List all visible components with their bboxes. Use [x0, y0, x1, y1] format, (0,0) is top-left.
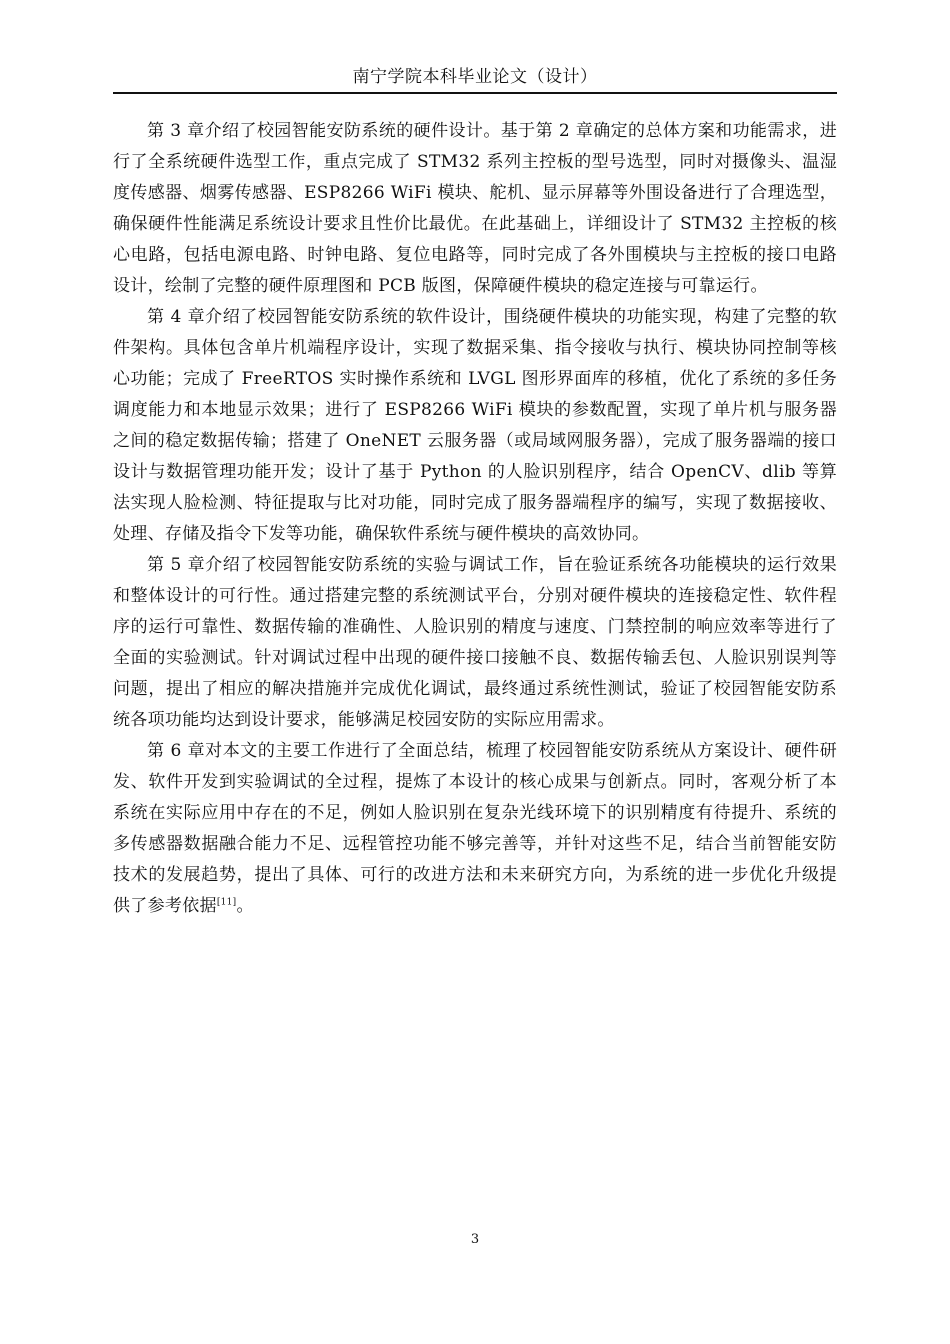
paragraph-chapter-5: 第 5 章介绍了校园智能安防系统的实验与调试工作，旨在验证系统各功能模块的运行效果和整体设计的可行性。通过搭建完整的系统测试平台，分别对硬件模块的连接稳定性、软件程序的运行可靠性、数据传输的准确性、人脸识别的精度与速度、门禁控制的响应效率等进行了全面的实验测试。针对调试过程中出现的硬件接口接触不良、数据传输丢包、人脸识别误判等问题，提出了相应的解决措施并完成优化调试，最终通过系统性测试，验证了校园智能安防系统各项功能均达到设计要求，能够满足校园安防的实际应用需求。: [113, 555, 837, 730]
paragraph-chapter-4: 第 4 章介绍了校园智能安防系统的软件设计，围绕硬件模块的功能实现，构建了完整的软件架构。具体包含单片机端程序设计，实现了数据采集、指令接收与执行、模块协同控制等核心功能；完成了 FreeRTOS 实时操作系统和 LVGL 图形界面库的移植，优化了系统的多任务调度能力和本地显示效果；进行了 ESP8266 WiFi 模块的参数配置，实现了单片机与服务器之间的稳定数据传输；搭建了 OneNET 云服务器（或局域网服务器），完成了服务器端的接口设计与数据管理功能开发；设计了基于 Python 的人脸识别程序，结合 OpenCV、dlib 等算法实现人脸检测、特征提取与比对功能，同时完成了服务器端程序的编写，实现了数据接收、处理、存储及指令下发等功能，确保软件系统与硬件模块的高效协同。: [113, 307, 837, 544]
paragraph-chapter-3: 第 3 章介绍了校园智能安防系统的硬件设计。基于第 2 章确定的总体方案和功能需求，进行了全系统硬件选型工作，重点完成了 STM32 系列主控板的型号选型，同时对摄像头、温湿度传感器、烟雾传感器、ESP8266 WiFi 模块、舵机、显示屏幕等外围设备进行了合理选型，确保硬件性能满足系统设计要求且性价比最优。在此基础上，详细设计了 STM32 主控板的核心电路，包括电源电路、时钟电路、复位电路等，同时完成了各外围模块与主控板的接口电路设计，绘制了完整的硬件原理图和 PCB 版图，保障硬件模块的稳定连接与可靠运行。: [113, 121, 837, 296]
paragraph-chapter-6-tail: 。: [236, 896, 254, 916]
page-number: 3: [470, 1232, 480, 1247]
paragraph-chapter-6: [113, 736, 837, 922]
body-text: [113, 116, 837, 922]
page-header: [113, 62, 837, 94]
header-title: 南宁学院本科毕业论文（设计）: [352, 67, 598, 87]
paragraph-chapter-6-text: 第 6 章对本文的主要工作进行了全面总结，梳理了校园智能安防系统从方案设计、硬件研发、软件开发到实验调试的全过程，提炼了本设计的核心成果与创新点。同时，客观分析了本系统在实际应用中存在的不足，例如人脸识别在复杂光线环境下的识别精度有待提升、系统的多传感器数据融合能力不足、远程管控功能不够完善等，并针对这些不足，结合当前智能安防技术的发展趋势，提出了具体、可行的改进方法和未来研究方向，为系统的进一步优化升级提供了参考依据: [113, 741, 837, 916]
citation-reference: [11]: [216, 897, 237, 908]
